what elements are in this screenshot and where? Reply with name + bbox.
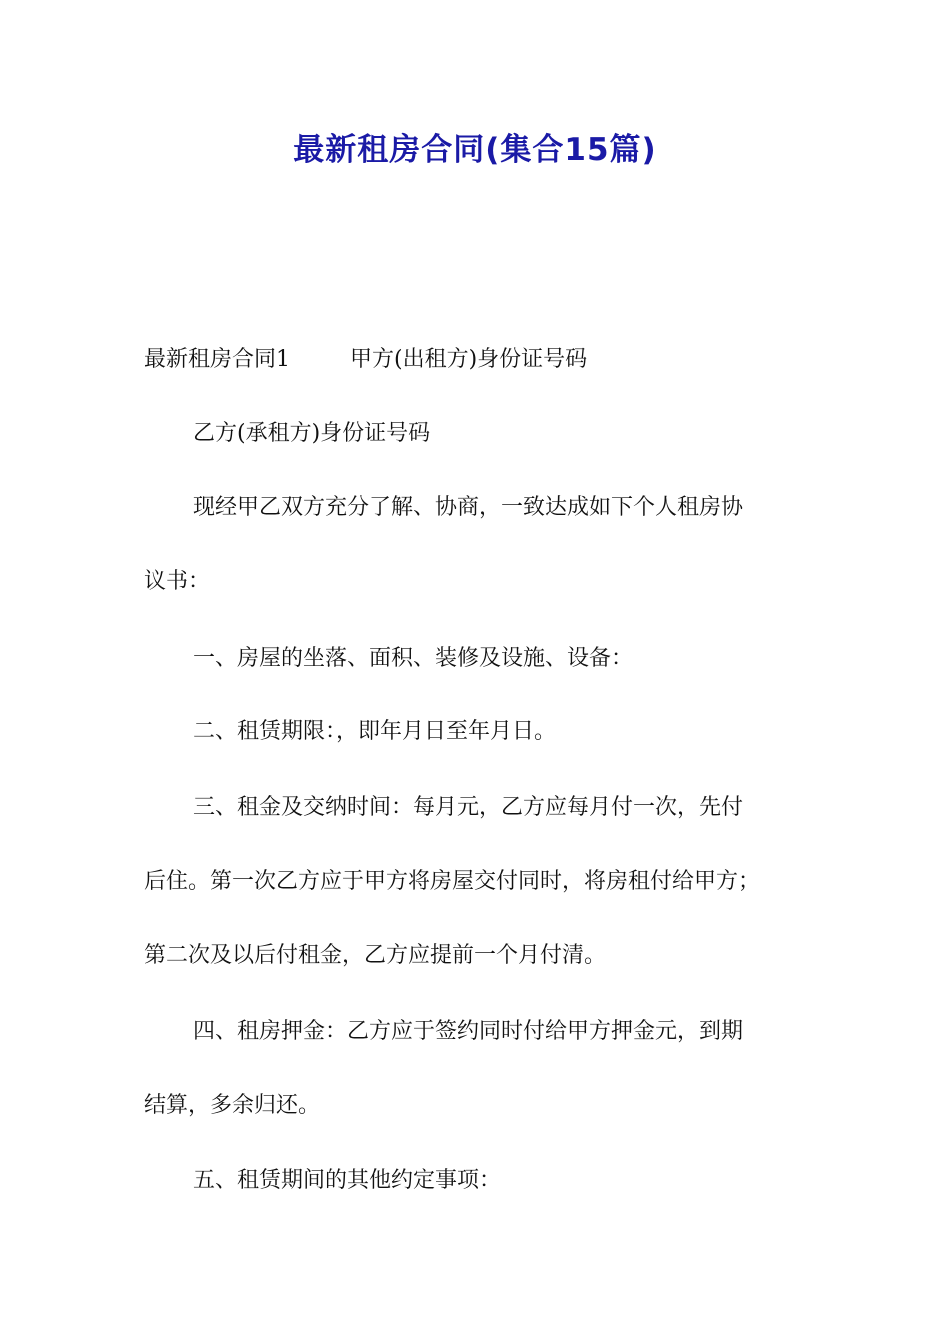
party-a-line: 甲方(出租方)身份证号码 [350, 347, 588, 372]
paragraph-line: 五、租赁期间的其他约定事项： [193, 1168, 502, 1193]
paragraph-line: 现经甲乙双方充分了解、协商，一致达成如下个人租房协 [193, 495, 744, 520]
contract-heading: 最新租房合同1 [144, 347, 290, 372]
paragraph-line: 二、租赁期限：，即年月日至年月日。 [193, 719, 557, 744]
paragraph-line: 后住。第一次乙方应于甲方将房屋交付同时，将房租付给甲方； [144, 869, 761, 894]
paragraph-line: 结算，多余归还。 [144, 1093, 321, 1118]
paragraph-line: 议书： [144, 569, 211, 594]
first-line [144, 341, 806, 378]
paragraph-line: 第二次及以后付租金，乙方应提前一个月付清。 [144, 943, 607, 968]
paragraph-line: 一、房屋的坐落、面积、装修及设施、设备： [193, 646, 634, 671]
paragraph-line: 三、租金及交纳时间：每月元，乙方应每月付一次，先付 [193, 795, 744, 820]
paragraph-line: 四、租房押金：乙方应于签约同时付给甲方押金元，到期 [193, 1019, 744, 1044]
party-b-line: 乙方(承租方)身份证号码 [193, 421, 431, 446]
document-title: 最新租房合同(集合15篇) [293, 132, 657, 168]
